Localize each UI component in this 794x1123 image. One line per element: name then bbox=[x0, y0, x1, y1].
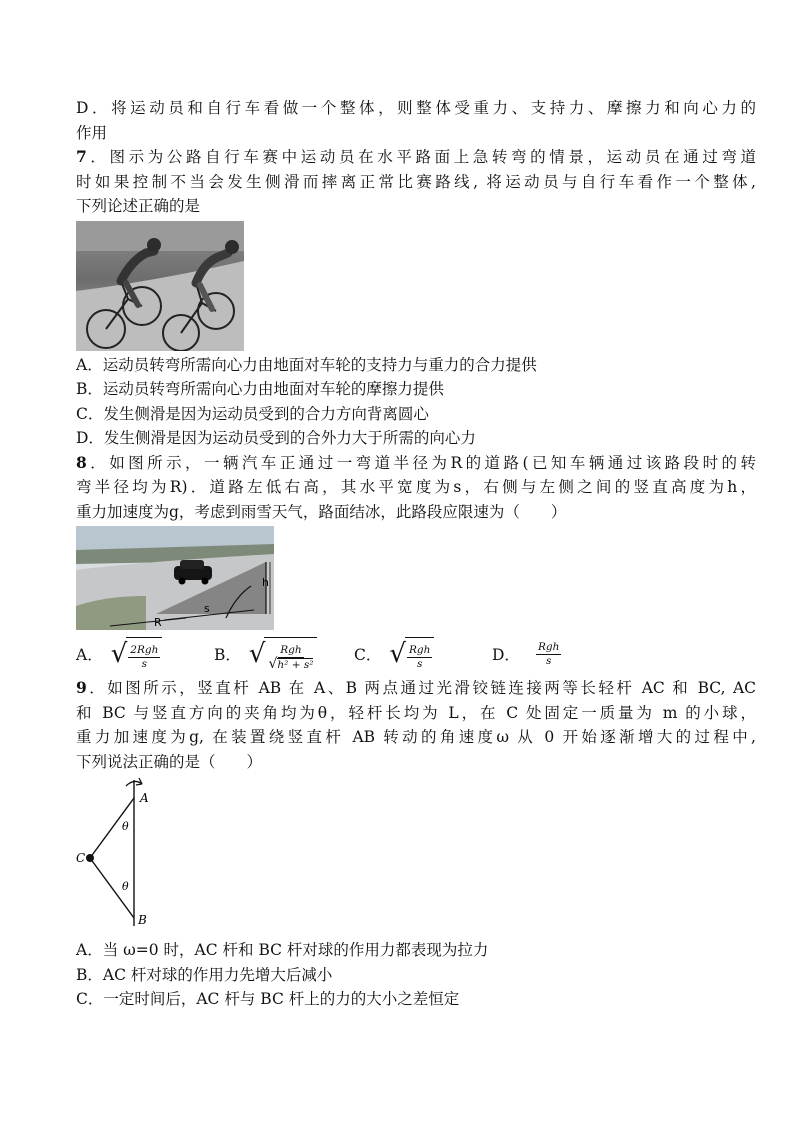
fig-label-b: B bbox=[138, 913, 147, 927]
exam-page bbox=[76, 96, 756, 1012]
fig-label-a: A bbox=[140, 791, 149, 805]
fig-label-h: h bbox=[262, 576, 269, 589]
fig-label-s: s bbox=[204, 602, 210, 615]
q9-rod-diagram bbox=[76, 776, 196, 936]
q7-number: 7 bbox=[76, 147, 87, 166]
q8-stem-line2: 弯半径均为R)．道路左低右高，其水平宽度为s，右侧与左侧之间的竖直高度为h， bbox=[76, 478, 756, 496]
fig-label-theta-top: θ bbox=[122, 820, 129, 833]
q8-option-c: C． √ $\frac{\text{Rgh}}{s}$ bbox=[354, 637, 492, 671]
q8-banked-road-figure bbox=[76, 526, 274, 630]
q6-option-d: D．将运动员和自行车看做一个整体，则整体受重力、支持力、摩擦力和向心力的 bbox=[76, 99, 756, 117]
q7-option-b: B．运动员转弯所需向心力由地面对车轮的摩擦力提供 bbox=[76, 380, 444, 398]
q9-stem-line2: 和 BC 与竖直方向的夹角均为θ，轻杆长均为 L，在 C 处固定一质量为 m 的小球， bbox=[76, 703, 756, 722]
q7-stem-line3: 下列论述正确的是 bbox=[76, 197, 201, 215]
q9-number: 9 bbox=[76, 678, 87, 697]
fig-label-r: R bbox=[154, 616, 162, 629]
q9-stem-line3: 重力加速度为g, 在装置绕竖直杆 AB 转动的角速度ω 从 0 开始逐渐增大的过程中, bbox=[76, 728, 756, 746]
q8-stem-line3: 重力加速度为g，考虑到雨雪天气，路面结冰，此路段应限速为（ ） bbox=[76, 502, 567, 521]
q7-stem-line1: 7．图示为公路自行车赛中运动员在水平路面上急转弯的情景，运动员在通过弯道 bbox=[76, 147, 756, 166]
q9-option-a: A．当 ω=0 时，AC 杆和 BC 杆对球的作用力都表现为拉力 bbox=[76, 941, 489, 959]
q9-option-c: C．一定时间后，AC 杆与 BC 杆上的力的大小之差恒定 bbox=[76, 990, 460, 1008]
q8-stem-line1: 8．如图所示，一辆汽车正通过一弯道半径为R的道路(已知车辆通过该路段时的转 bbox=[76, 452, 756, 472]
q7-option-d: D．发生侧滑是因为运动员受到的合外力大于所需的向心力 bbox=[76, 429, 476, 447]
q7-option-a: A．运动员转弯所需向心力由地面对车轮的支持力与重力的合力提供 bbox=[76, 355, 537, 374]
q9-stem-line4: 下列说法正确的是（ ） bbox=[76, 752, 263, 771]
q8-option-b: B． √ $\frac{\text{Rgh}}{\text{√h² + s²}}$ bbox=[214, 637, 354, 672]
q8-options bbox=[76, 632, 756, 676]
q7-cyclists-photo bbox=[76, 221, 244, 351]
q7-option-c: C．发生侧滑是因为运动员受到的合力方向背离圆心 bbox=[76, 404, 429, 423]
q9-stem-line1: 9．如图所示，竖直杆 AB 在 A、B 两点通过光滑铰链连接两等长轻杆 AC 和 BC, AC bbox=[76, 678, 756, 697]
q8-option-d: D． $\frac{\text{Rgh}}{s}$ bbox=[492, 640, 560, 667]
q6-option-d-cont: 作用 bbox=[76, 123, 108, 142]
fig-label-c: C bbox=[76, 851, 86, 865]
q7-stem-line2: 时如果控制不当会发生侧滑而摔离正常比赛路线, 将运动员与自行车看作一个整体, bbox=[76, 172, 756, 191]
fig-label-theta-bottom: θ bbox=[122, 880, 129, 893]
q9-option-b: B．AC 杆对球的作用力先增大后减小 bbox=[76, 965, 333, 984]
q8-option-a: A． √ $\frac{\text{2Rgh}}{s}$ bbox=[76, 637, 214, 671]
q8-number: 8 bbox=[76, 452, 87, 472]
